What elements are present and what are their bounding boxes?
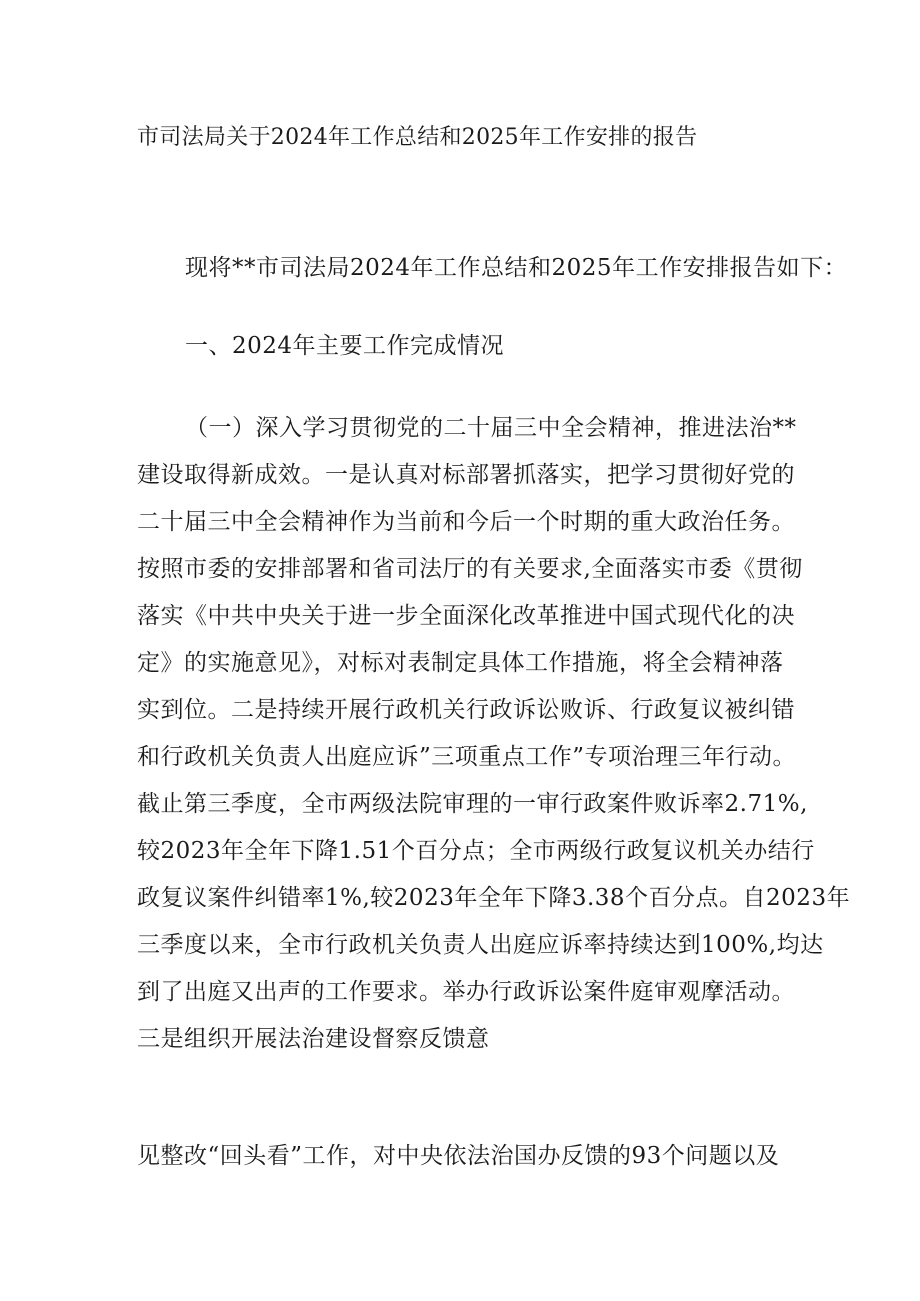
paragraph-line: 三是组织开展法治建设督察反馈意 [137, 1026, 490, 1052]
paragraph-line: 三季度以来，全市行政机关负责人出庭应诉率持续达到100%,均达 [137, 932, 824, 958]
intro-paragraph: 现将**市司法局2024年工作总结和2025年工作安排报告如下： [185, 255, 848, 281]
paragraph-line: 建设取得新成效。一是认真对标部署抓落实，把学习贯彻好党的 [137, 462, 795, 488]
paragraph-line: 实到位。二是持续开展行政机关行政诉讼败诉、行政复议被纠错 [137, 697, 795, 723]
paragraph-line: 较2023年全年下降1.51个百分点；全市两级行政复议机关办结行 [137, 838, 815, 864]
paragraph-line: 到了出庭又出声的工作要求。举办行政诉讼案件庭审观摩活动。 [137, 979, 795, 1005]
paragraph-line: 定》的实施意见》，对标对表制定具体工作措施，将全会精神落 [137, 650, 784, 676]
section-heading: 一、2024年主要工作完成情况 [185, 333, 505, 359]
paragraph-line: 按照市委的安排部署和省司法厅的有关要求,全面落实市委《贯彻 [137, 556, 803, 582]
paragraph-line: 和行政机关负责人出庭应诉”三项重点工作”专项治理三年行动。 [137, 744, 797, 770]
paragraph-line: 截止第三季度，全市两级法院审理的一审行政案件败诉率2.71%, [137, 791, 808, 817]
document-title: 市司法局关于2024年工作总结和2025年工作安排的报告 [137, 125, 698, 150]
paragraph-line: （一）深入学习贯彻党的二十届三中全会精神，推进法治** [185, 415, 797, 441]
paragraph-line: 落实《中共中央关于进一步全面深化改革推进中国式现代化的决 [137, 603, 795, 629]
continuation-paragraph: 见整改“回头看”工作，对中央依法治国办反馈的93个问题以及 [137, 1143, 780, 1169]
paragraph-line: 政复议案件纠错率1%,较2023年全年下降3.38个百分点。自2023年 [137, 885, 851, 911]
paragraph-line: 二十届三中全会精神作为当前和今后一个时期的重大政治任务。 [137, 509, 795, 535]
